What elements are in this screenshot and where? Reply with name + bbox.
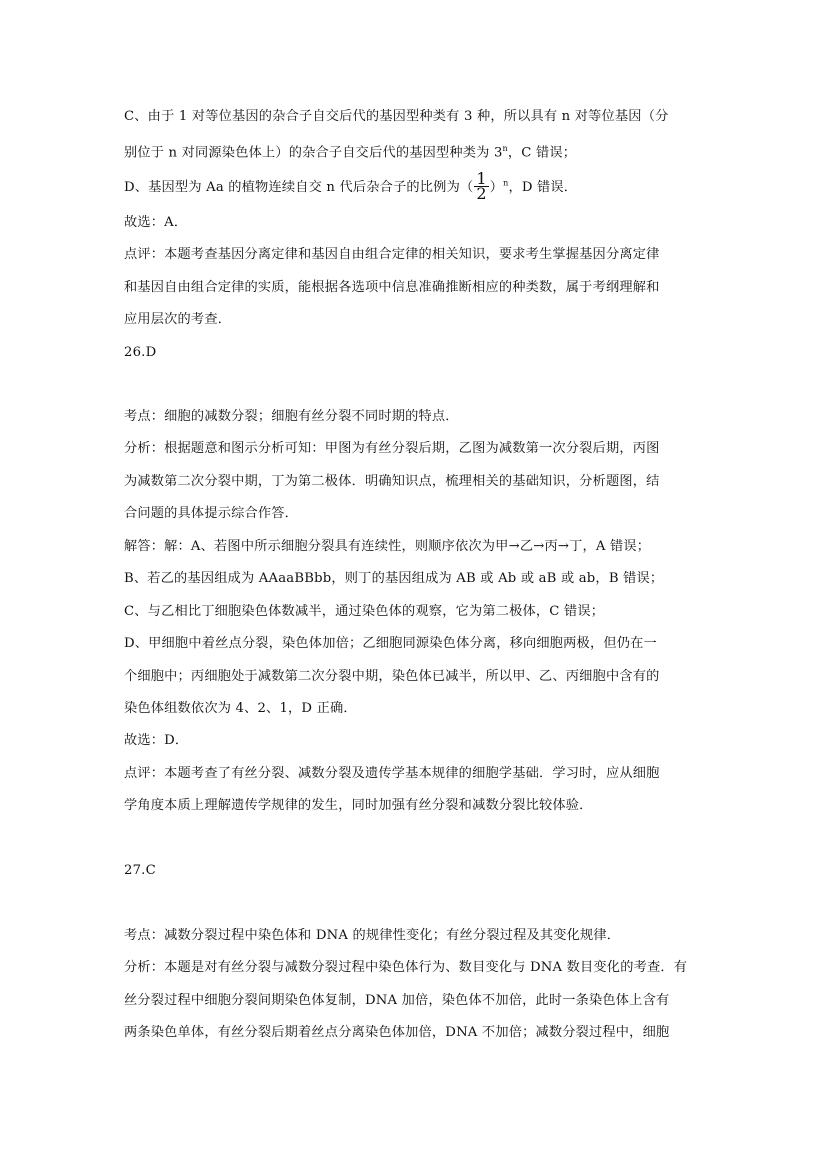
text-line: 学角度本质上理解遗传学规律的发生，同时加强有丝分裂和减数分裂比较体验． <box>124 798 593 813</box>
text-line: 个细胞中；丙细胞处于减数第二次分裂中期，染色体已减半，所以甲、乙、丙细胞中含有的 <box>124 669 660 684</box>
text-line: 分析：本题是对有丝分裂与减数分裂过程中染色体行为、数目变化与 DNA 数目变化的考查．有 <box>124 960 688 975</box>
text-line: 故选：A． <box>124 215 188 230</box>
text-line: 分析：根据题意和图示分析可知：甲图为有丝分裂后期，乙图为减数第一次分裂后期，丙图 <box>124 441 660 456</box>
text-line: C、由于 1 对等位基因的杂合子自交后代的基因型种类有 3 种，所以具有 n 对等位基因（分 <box>124 109 669 124</box>
text-line: 应用层次的考查． <box>124 312 232 327</box>
question-number: 26.D <box>124 345 157 360</box>
text-line: 合问题的具体提示综合作答． <box>124 506 299 521</box>
text-line: B、若乙的基因组成为 AAaaBBbb，则丁的基因组成为 AB 或 Ab 或 aB 或 ab，B 错误； <box>124 571 664 586</box>
text-line: 丝分裂过程中细胞分裂间期染色体复制，DNA 加倍，染色体不加倍，此时一条染色体上含有 <box>124 993 670 1008</box>
superscript: n <box>502 144 508 153</box>
text-line <box>124 139 714 163</box>
text-line: 点评：本题考查了有丝分裂、减数分裂及遗传学基本规律的细胞学基础．学习时，应从细胞 <box>124 766 660 781</box>
text-line: 考点：减数分裂过程中染色体和 DNA 的规律性变化；有丝分裂过程及其变化规律． <box>124 928 621 943</box>
text-span: ） <box>489 180 504 195</box>
fraction-numerator: 1 <box>476 169 487 188</box>
text-line: C、与乙相比丁细胞染色体数减半，通过染色体的观察，它为第二极体，C 错误； <box>124 604 605 619</box>
text-line <box>124 169 714 203</box>
text-line: 染色体组数依次为 4、2、1，D 正确． <box>124 701 357 716</box>
text-span: ，C 错误； <box>507 145 577 161</box>
text-line: D、甲细胞中着丝点分裂，染色体加倍；乙细胞同源染色体分离，移向细胞两极，但仍在一 <box>124 636 657 651</box>
text-line: 故选：D． <box>124 733 189 748</box>
text-line: 解答：解：A、若图中所示细胞分裂具有连续性，则顺序依次为甲→乙→丙→丁，A 错误； <box>124 539 651 554</box>
question-number: 27.C <box>124 863 156 878</box>
text-line: 和基因自由组合定律的实质，能根据各选项中信息准确推断相应的种类数，属于考纲理解和 <box>124 280 660 295</box>
text-line: 为减数第二次分裂中期，丁为第二极体．明确知识点，梳理相关的基础知识，分析题图，结 <box>124 474 660 489</box>
superscript: n <box>503 178 509 188</box>
text-line: 点评：本题考查基因分离定律和基因自由组合定律的相关知识，要求考生掌握基因分离定律 <box>124 247 660 262</box>
text-line: 考点：细胞的减数分裂；细胞有丝分裂不同时期的特点． <box>124 409 459 424</box>
text-span: D、基因型为 Aa 的植物连续自交 n 代后杂合子的比例为（ <box>124 180 474 195</box>
text-span: 别位于 n 对同源染色体上）的杂合子自交后代的基因型种类为 3 <box>124 145 503 161</box>
text-span: ，D 错误． <box>508 180 578 195</box>
text-line: 两条染色单体，有丝分裂后期着丝点分离染色体加倍，DNA 不加倍；减数分裂过程中，细胞 <box>124 1025 670 1040</box>
fraction-denominator: 2 <box>476 184 487 203</box>
fraction <box>474 169 488 203</box>
